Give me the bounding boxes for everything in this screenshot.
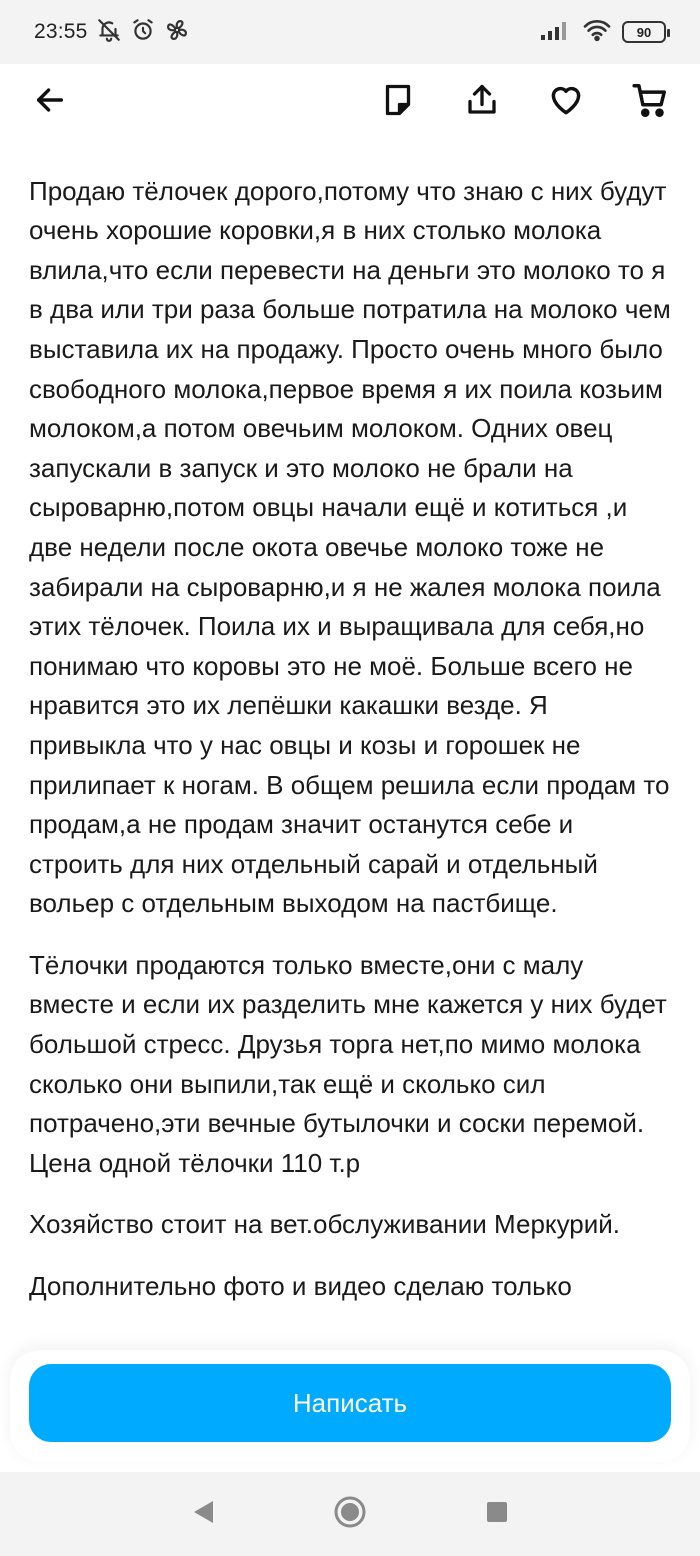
- heart-icon: [547, 81, 585, 124]
- favorite-button[interactable]: [538, 74, 594, 130]
- app-bar: [0, 64, 700, 140]
- description-paragraph: Тёлочки продаются только вместе,они с малу вместе и если их разделить мне кажется у них будет большой стресс. Друзья торга нет,по мимо молока сколько они выпили,так ещё и сколько сил потрачено,эти вечные бутылочки и соски перемой. Цена одной тёлочки 110 т.р: [29, 949, 667, 1178]
- cart-button[interactable]: [622, 74, 678, 130]
- signal-icon: [540, 19, 572, 46]
- note-button[interactable]: [370, 74, 426, 130]
- cart-icon: [631, 81, 669, 124]
- description-paragraph: Дополнительно фото и видео сделаю только: [29, 1271, 572, 1302]
- write-message-button[interactable]: Написать: [29, 1364, 671, 1442]
- arrow-left-icon: [33, 83, 67, 122]
- status-right: [540, 18, 666, 47]
- status-left: [34, 17, 190, 48]
- description-paragraph: Продаю тёлочек дорого,потому что знаю с них будут очень хорошие коровки,я в них столько молока влила,что если перевести на деньги это молоко то я в два или три раза больше потратила на молоко чем выставила их на продажу. Просто очень много было свободного молока,первое время я их поила козьим молоком,а потом овечьим молоком. Одних овец запускали в запуск и это молоко не брали на сыроварню,потом овцы начали ещё и котиться ,и две недели после окота овечье молоко тоже не забирали на сыроварню,и я не жалея молока поила этих тёлочек. Поила их и выращивала для себя,но понимаю что коровы это не моё. Больше всего не нравится это их лепёшки какашки везде. Я привыкла что у нас овцы и козы и горошек не прилипает к ногам. В общем решила если продам то продам,а не продам значит останутся себе и строить для них отдельный сарай и отдельный вольер с отдельным выходом на пастбище.: [29, 175, 671, 919]
- cta-container: [10, 1350, 690, 1462]
- alarm-icon: [130, 17, 156, 48]
- back-button[interactable]: [22, 74, 78, 130]
- fan-icon: [164, 17, 190, 48]
- app-actions: [370, 74, 678, 130]
- triangle-back-icon: [191, 1499, 215, 1530]
- status-bar: [0, 0, 700, 64]
- system-nav-bar: [0, 1472, 700, 1556]
- nav-recents-button[interactable]: [467, 1484, 527, 1544]
- bell-off-icon: [96, 17, 122, 48]
- share-button[interactable]: [454, 74, 510, 130]
- description-paragraph: Хозяйство стоит на вет.обслуживании Меркурий.: [29, 1209, 621, 1240]
- home-circle-icon: [333, 1495, 367, 1534]
- battery-indicator: 90: [622, 21, 666, 43]
- nav-home-button[interactable]: [320, 1484, 380, 1544]
- nav-back-button[interactable]: [173, 1484, 233, 1544]
- wifi-icon: [582, 18, 612, 47]
- share-icon: [464, 82, 500, 123]
- description-content: [0, 140, 700, 1360]
- status-time: 23:55: [34, 20, 88, 43]
- note-icon: [380, 82, 416, 123]
- square-recents-icon: [485, 1500, 509, 1529]
